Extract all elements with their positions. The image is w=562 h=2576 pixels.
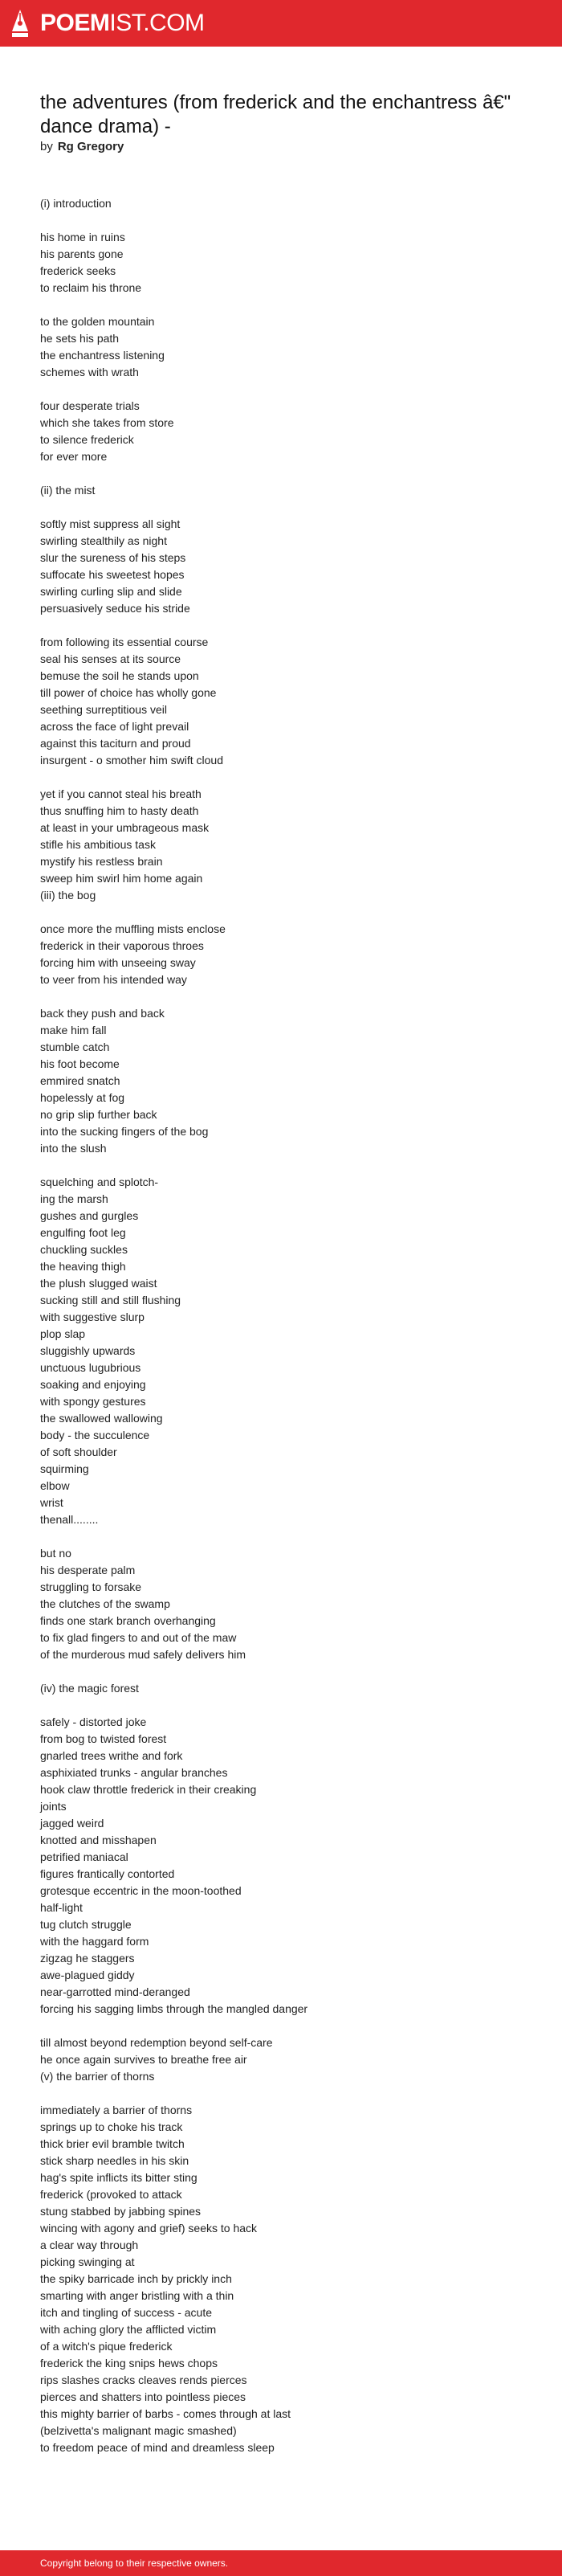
pen-nib-icon[interactable] <box>10 9 31 38</box>
site-footer <box>0 2550 562 2576</box>
byline <box>40 139 124 155</box>
brand-light: IST.COM <box>109 10 205 36</box>
poem-body: (i) introduction his home in ruins his parents gone frederick seeks to reclaim his throne to the golden mountain he sets his path the enchantress listening schemes with wrath four desperate trials which she takes from store to silence frederick for ever more (ii) the mist softly mist suppress all sight swirling stealthily as night slur the sureness of his steps suffocate his sweetest hopes swirling curling slip and slide persuasively seduce his stride from following its essential course seal his senses at its source bemuse the soil he stands upon till power of choice has wholly gone seething surreptitious veil across the face of light prevail against this taciturn and proud insurgent - o smother him swift cloud yet if you cannot steal his breath thus snuffing him to hasty death at least in your umbrageous mask stifle his ambitious task mystify his restless brain sweep him swirl him home again (iii) the bog once more the muffling mists enclose frederick in their vaporous throes forcing him with unseeing sway to veer from his intended way back they push and back make him fall stumble catch his foot become emmired snatch hopelessly at fog no grip slip further back into the sucking fingers of the bog into the slush squelching and splotch- ing the marsh gushes and gurgles engulfing foot leg chuckling suckles the heaving thigh the plush slugged waist sucking still and still flushing with suggestive slurp plop slap sluggishly upwards unctuous lugubrious soaking and enjoying with spongy gestures the swallowed wallowing body - the succulence of soft shoulder squirming elbow wrist thenall........ but no his desperate palm struggling to forsake the clutches of the swamp finds one stark branch overhanging to fix glad fingers to and out of the maw of the murderous mud safely delivers him (iv) the magic forest safely - distorted joke from bog to twisted forest gnarled trees writhe and fork asphixiated trunks - angular branches hook claw throttle frederick in their creaking joints jagged weird knotted and misshapen petrified maniacal figures frantically contorted grotesque eccentric in the moon-toothed half-light tug clutch struggle with the haggard form zigzag he staggers awe-plagued giddy near-garrotted mind-deranged forcing his sagging limbs through the mangled danger till almost beyond redemption beyond self-care he once again survives to breathe free air (v) the barrier of thorns immediately a barrier of thorns springs up to choke his track thick brier evil bramble twitch stick sharp needles in his skin hag's spite inflicts its bitter sting frederick (provoked to attack stung stabbed by jabbing spines wincing with agony and grief) seeks to hack a clear way through picking swinging at the spiky barricade inch by prickly inch smarting with anger bristling with a thin itch and tingling of success - acute with aching glory the afflicted victim of a witch's pique frederick frederick the king snips hews chops rips slashes cracks cleaves rends pierces pierces and shatters into pointless pieces this mighty barrier of barbs - comes through at last (belzivetta's malignant magic smashed) to freedom peace of mind and dreamless sleep <box>40 197 308 2454</box>
author-link[interactable]: Rg Gregory <box>57 140 124 153</box>
brand-bold: POEM <box>40 10 110 36</box>
by-label: by <box>40 140 53 153</box>
site-header <box>0 0 562 47</box>
poem-title: the adventures (from frederick and the enchantress â€" dance drama) - <box>40 92 511 137</box>
copyright-text: Copyright belong to their respective owners. <box>40 2558 229 2569</box>
site-logo-link[interactable] <box>40 7 205 39</box>
